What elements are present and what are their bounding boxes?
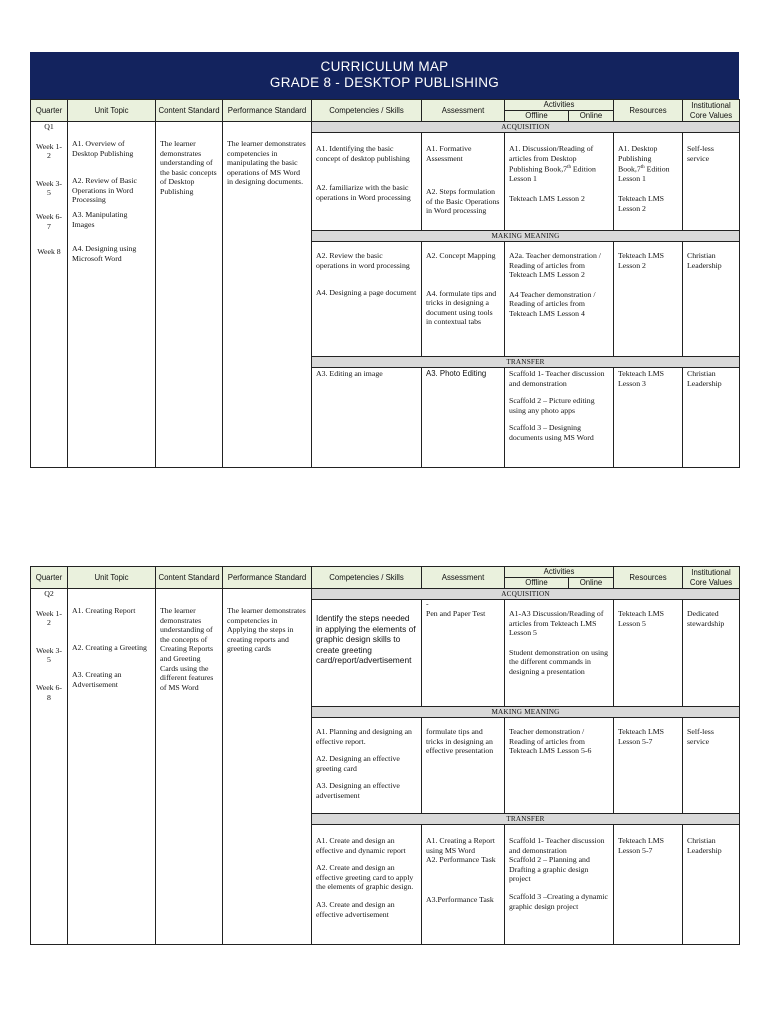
assessment-cell [422,133,505,231]
competency: A1. Create and design an effective and dynamic report [316,836,406,855]
activities-cell [505,718,614,814]
header-content-standard: Content Standard [156,100,223,122]
content-standard-cell [156,122,223,468]
assessment-mark: - [426,599,429,608]
quarter-cell [31,589,68,945]
phase-transfer: TRANSFER [312,357,740,368]
activity: Teacher demonstration / Reading of articles from Tekteach LMS Lesson 5-6 [509,727,592,756]
activity: Scaffold 1- Teacher discussion and demonstration [509,369,605,388]
performance-standard: The learner demonstrates competencies in Applying the steps in creating reports and greeting cards [227,606,306,654]
competency-cell [312,242,422,357]
core-value: Self-less service [687,144,714,163]
curriculum-table-q1 [30,99,740,468]
resources-cell [614,242,683,357]
header-quarter: Quarter [31,100,68,122]
week-label: Week 1-2 [36,141,62,161]
activities-cell [505,133,614,231]
unit-topic: A2. Creating a Greeting [72,642,147,652]
assessment: A3.Performance Task [426,894,494,904]
activities-cell [505,242,614,357]
performance-standard: The learner demonstrates competencies in manipulating the basic operations of MS Word in designing documents. [227,139,306,187]
resource: Tekteach LMS Lesson 5 [618,609,665,628]
activity: Student demonstration on using the different commands in designing a presentation [509,647,608,676]
competency-cell [312,825,422,945]
content-standard: The learner demonstrates understanding of the basic concepts of Desktop Publishing [160,139,217,196]
assessment: A2. Concept Mapping [426,251,496,260]
header-quarter: Quarter [31,567,68,589]
activity: Scaffold 1- Teacher discussion and demonstration [509,836,605,855]
week-label: Week 3-5 [36,645,62,665]
assessment-cell [422,600,505,707]
resource: Tekteach LMS Lesson 2 [618,251,665,270]
resources-cell [614,825,683,945]
header-row [31,567,740,578]
phase-transfer: TRANSFER [312,814,740,825]
quarter-label: Q2 [44,589,54,598]
core-value: Christian Leadership [687,251,722,270]
core-value: Christian Leadership [687,836,722,855]
core-value: Dedicated stewardship [687,609,725,628]
header-performance-standard: Performance Standard [223,100,312,122]
activity: Scaffold 2 – Planning and Drafting a graphic design project [509,855,590,884]
competency-cell [312,718,422,814]
header-core-values: Institutional Core Values [683,100,740,122]
core-value-cell [683,368,740,468]
assessment-cell [422,242,505,357]
assessment-cell [422,718,505,814]
header-online: Online [569,578,614,589]
performance-standard-cell [223,122,312,468]
header-competencies: Competencies / Skills [312,567,422,589]
week-label: Week 6-8 [36,682,62,702]
page-subtitle: GRADE 8 - DESKTOP PUBLISHING [269,75,500,90]
header-performance-standard: Performance Standard [223,567,312,589]
activity: A1-A3 Discussion/Reading of articles from Tekteach LMS Lesson 5 [509,609,604,638]
competency: A3. Designing an effective advertisement [316,781,400,800]
phase-acquisition: ACQUISITION [312,122,740,133]
curriculum-map-q2 [30,566,739,945]
title-banner [30,52,739,99]
header-competencies: Competencies / Skills [312,100,422,122]
resource: Tekteach LMS Lesson 5-7 [618,836,665,855]
content-standard: The learner demonstrates understanding of the concepts of Creating Reports and Greeting Cards using the different features of MS Word [160,606,214,692]
phase-acquisition: ACQUISITION [312,589,740,600]
activity: Scaffold 3 –Creating a dynamic graphic design project [509,891,609,911]
competency: A1. Planning and designing an effective report. [316,727,412,746]
activity: Scaffold 2 – Picture editing using any photo apps [509,396,595,415]
activity: A4 Teacher demonstration / Reading of articles from Tekteach LMS Lesson 4 [509,289,596,318]
unit-topic-cell [68,122,156,468]
assessment: A1. Formative Assessment [426,144,472,163]
resource-text: A1. Desktop Publishing Book,7 [618,144,658,174]
quarter-label: Q1 [44,122,54,131]
header-offline: Offline [505,111,569,122]
assessment-cell [422,825,505,945]
competency: A3. Create and design an effective advertisement [316,899,395,919]
competency: Identify the steps needed in applying the elements of graphic design skills to create greeting card/report/advertisement [316,613,416,666]
assessment-cell [422,368,505,468]
core-value-cell [683,133,740,231]
assessment: A3. Photo Editing [426,369,487,378]
assessment: Pen and Paper Test [426,609,486,618]
assessment: formulate tips and tricks in designing an effective presentation [426,727,494,756]
assessment: A4. formulate tips and tricks in designing a document using tools in contextual tabs [426,288,497,327]
week-label: Week 8 [37,247,61,257]
core-value-cell [683,825,740,945]
activities-cell [505,600,614,707]
activity [509,144,609,184]
assessment: A1. Creating a Report using MS Word [426,836,495,855]
resources-cell [614,368,683,468]
core-value: Christian Leadership [687,369,722,388]
core-value-cell [683,242,740,357]
header-unit-topic: Unit Topic [68,567,156,589]
competency: A2. Designing an effective greeting card [316,754,400,773]
phase-making-meaning: MAKING MEANING [312,707,740,718]
page-title: CURRICULUM MAP [320,59,449,74]
superscript: th [567,165,571,171]
resource-text: Edition Lesson 1 [618,164,670,184]
activities-cell [505,825,614,945]
header-activities: Activities [505,100,614,111]
competency: A4. Designing a page document [316,288,417,298]
unit-topic: A3. Creating an Advertisement [72,670,122,689]
header-assessment: Assessment [422,567,505,589]
competency: A3. Editing an image [316,369,383,378]
curriculum-map-q1 [30,52,739,468]
header-resources: Resources [614,100,683,122]
unit-topic: A4. Designing using Microsoft Word [72,244,137,263]
unit-topic: A3. Manipulating Images [72,209,128,229]
core-value-cell [683,718,740,814]
week-label: Week 1-2 [36,608,62,628]
content-standard-cell [156,589,223,945]
resources-cell [614,600,683,707]
week-label: Week 6-7 [36,211,62,231]
header-online: Online [569,111,614,122]
assessment: A2. Performance Task [426,855,496,865]
resources-cell [614,133,683,231]
resource: Tekteach LMS Lesson 2 [618,193,665,213]
resource: Tekteach LMS Lesson 5-7 [618,727,665,746]
competency: A2. Create and design an effective greeting card to apply the elements of graphic design. [316,863,414,892]
superscript: th [640,165,645,171]
activity: Tekteach LMS Lesson 2 [509,193,585,203]
header-row [31,100,740,111]
activity-text: A1. Discussion/Reading of articles from Desktop Publishing Book,7 [509,144,594,174]
competency: A1. Identifying the basic concept of desktop publishing [316,144,410,163]
phase-making-meaning: MAKING MEANING [312,231,740,242]
competency-cell [312,368,422,468]
unit-topic: A2. Review of Basic Operations in Word Processing [72,176,137,205]
competency: A2. Review the basic operations in word processing [316,251,410,270]
unit-topic: A1. Creating Report [72,606,136,615]
week-label: Week 3-5 [36,178,62,198]
competency-cell [312,600,422,707]
unit-topic: A1. Overview of Desktop Publishing [72,139,134,158]
curriculum-table-q2 [30,566,740,945]
resources-cell [614,718,683,814]
header-resources: Resources [614,567,683,589]
competency: A2. familiarize with the basic operations in Word processing [316,183,411,202]
header-content-standard: Content Standard [156,567,223,589]
header-unit-topic: Unit Topic [68,100,156,122]
activity-text: Edition Lesson 1 [509,164,596,184]
competency-cell [312,133,422,231]
header-assessment: Assessment [422,100,505,122]
core-value: Self-less service [687,727,714,746]
header-core-values: Institutional Core Values [683,567,740,589]
header-activities: Activities [505,567,614,578]
activity: Scaffold 3 – Designing documents using MS Word [509,423,594,442]
assessment: A2. Steps formulation of the Basic Operations in Word processing [426,187,500,216]
quarter-cell [31,122,68,468]
activity: A2a. Teacher demonstration / Reading of articles from Tekteach LMS Lesson 2 [509,251,601,280]
unit-topic-cell [68,589,156,945]
resource [618,144,678,184]
header-offline: Offline [505,578,569,589]
core-value-cell [683,600,740,707]
performance-standard-cell [223,589,312,945]
activities-cell [505,368,614,468]
resource: Tekteach LMS Lesson 3 [618,369,665,388]
